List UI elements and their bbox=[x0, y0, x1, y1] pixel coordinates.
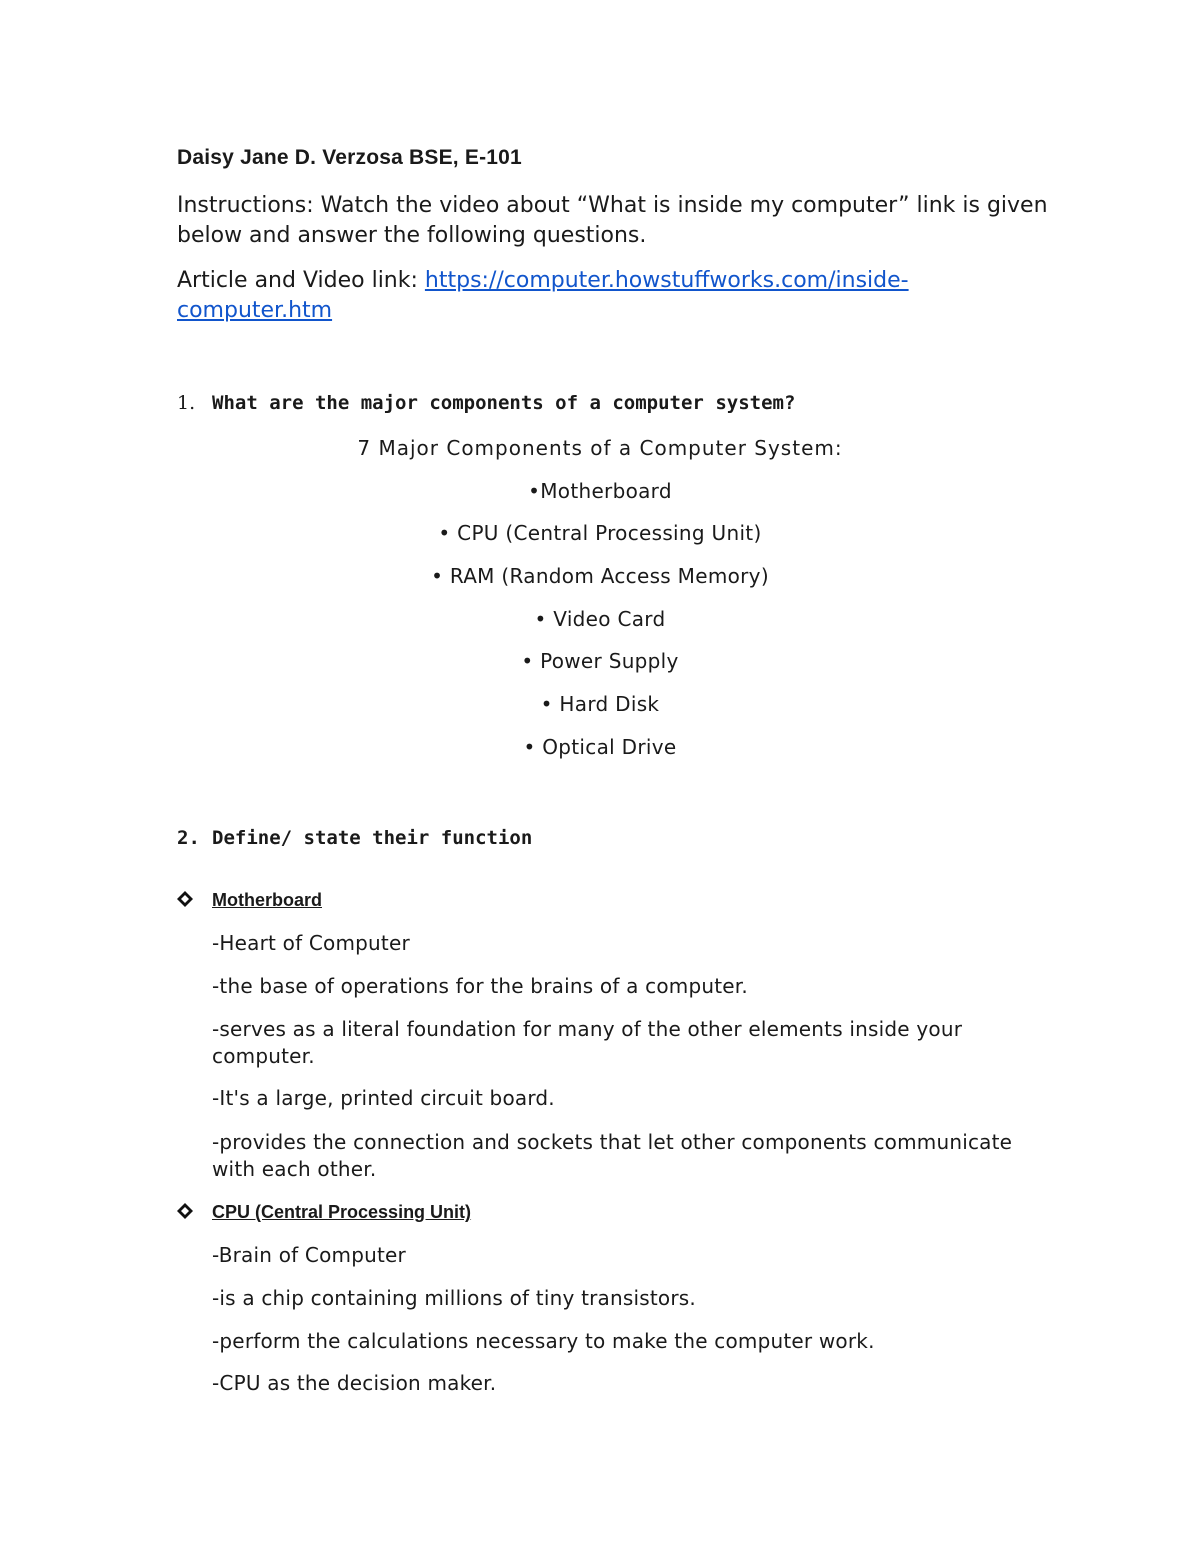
definition-line: -CPU as the decision maker. bbox=[212, 1371, 497, 1395]
definition-line: -the base of operations for the brains of a computer. bbox=[212, 974, 748, 998]
diamond-bullet-icon bbox=[176, 1202, 194, 1223]
component-item: •Motherboard bbox=[528, 479, 672, 503]
diamond-bullet-icon bbox=[176, 890, 194, 911]
definition-title-cpu: CPU (Central Processing Unit) bbox=[212, 1202, 472, 1222]
question-2-text: Define/ state their function bbox=[212, 827, 533, 849]
definition-line: -serves as a literal foundation for many of the other elements inside your computer. bbox=[212, 1017, 963, 1068]
definition-title-motherboard: Motherboard bbox=[212, 890, 322, 910]
definition-line: -It's a large, printed circuit board. bbox=[212, 1086, 555, 1110]
question-2-number: 2. bbox=[177, 827, 200, 849]
question-1-text: What are the major components of a computer system? bbox=[212, 392, 796, 414]
article-link[interactable]: https://computer.howstuffworks.com/inside-computer.htm bbox=[177, 268, 909, 323]
question-1-number: 1. bbox=[177, 392, 196, 414]
article-label: Article and Video link: bbox=[177, 268, 425, 293]
instructions-text: Instructions: Watch the video about “What is inside my computer” link is given below and answer the following questions. bbox=[177, 193, 1048, 248]
article-link-paragraph bbox=[177, 266, 1057, 326]
definition-line: -perform the calculations necessary to make the computer work. bbox=[212, 1329, 875, 1353]
component-item: • Video Card bbox=[534, 607, 666, 631]
component-item: • RAM (Random Access Memory) bbox=[431, 564, 769, 588]
component-item: • Power Supply bbox=[521, 649, 679, 673]
definition-line: -provides the connection and sockets that let other components communicate with each other. bbox=[212, 1130, 1013, 1181]
definition-line: -is a chip containing millions of tiny transistors. bbox=[212, 1286, 696, 1310]
components-title: 7 Major Components of a Computer System: bbox=[357, 436, 843, 460]
component-item: • Optical Drive bbox=[523, 735, 677, 759]
definition-line: -Heart of Computer bbox=[212, 931, 410, 955]
component-item: • Hard Disk bbox=[540, 692, 660, 716]
definition-line: -Brain of Computer bbox=[212, 1243, 406, 1267]
author-line: Daisy Jane D. Verzosa BSE, E-101 bbox=[177, 146, 522, 169]
component-item: • CPU (Central Processing Unit) bbox=[438, 521, 762, 545]
